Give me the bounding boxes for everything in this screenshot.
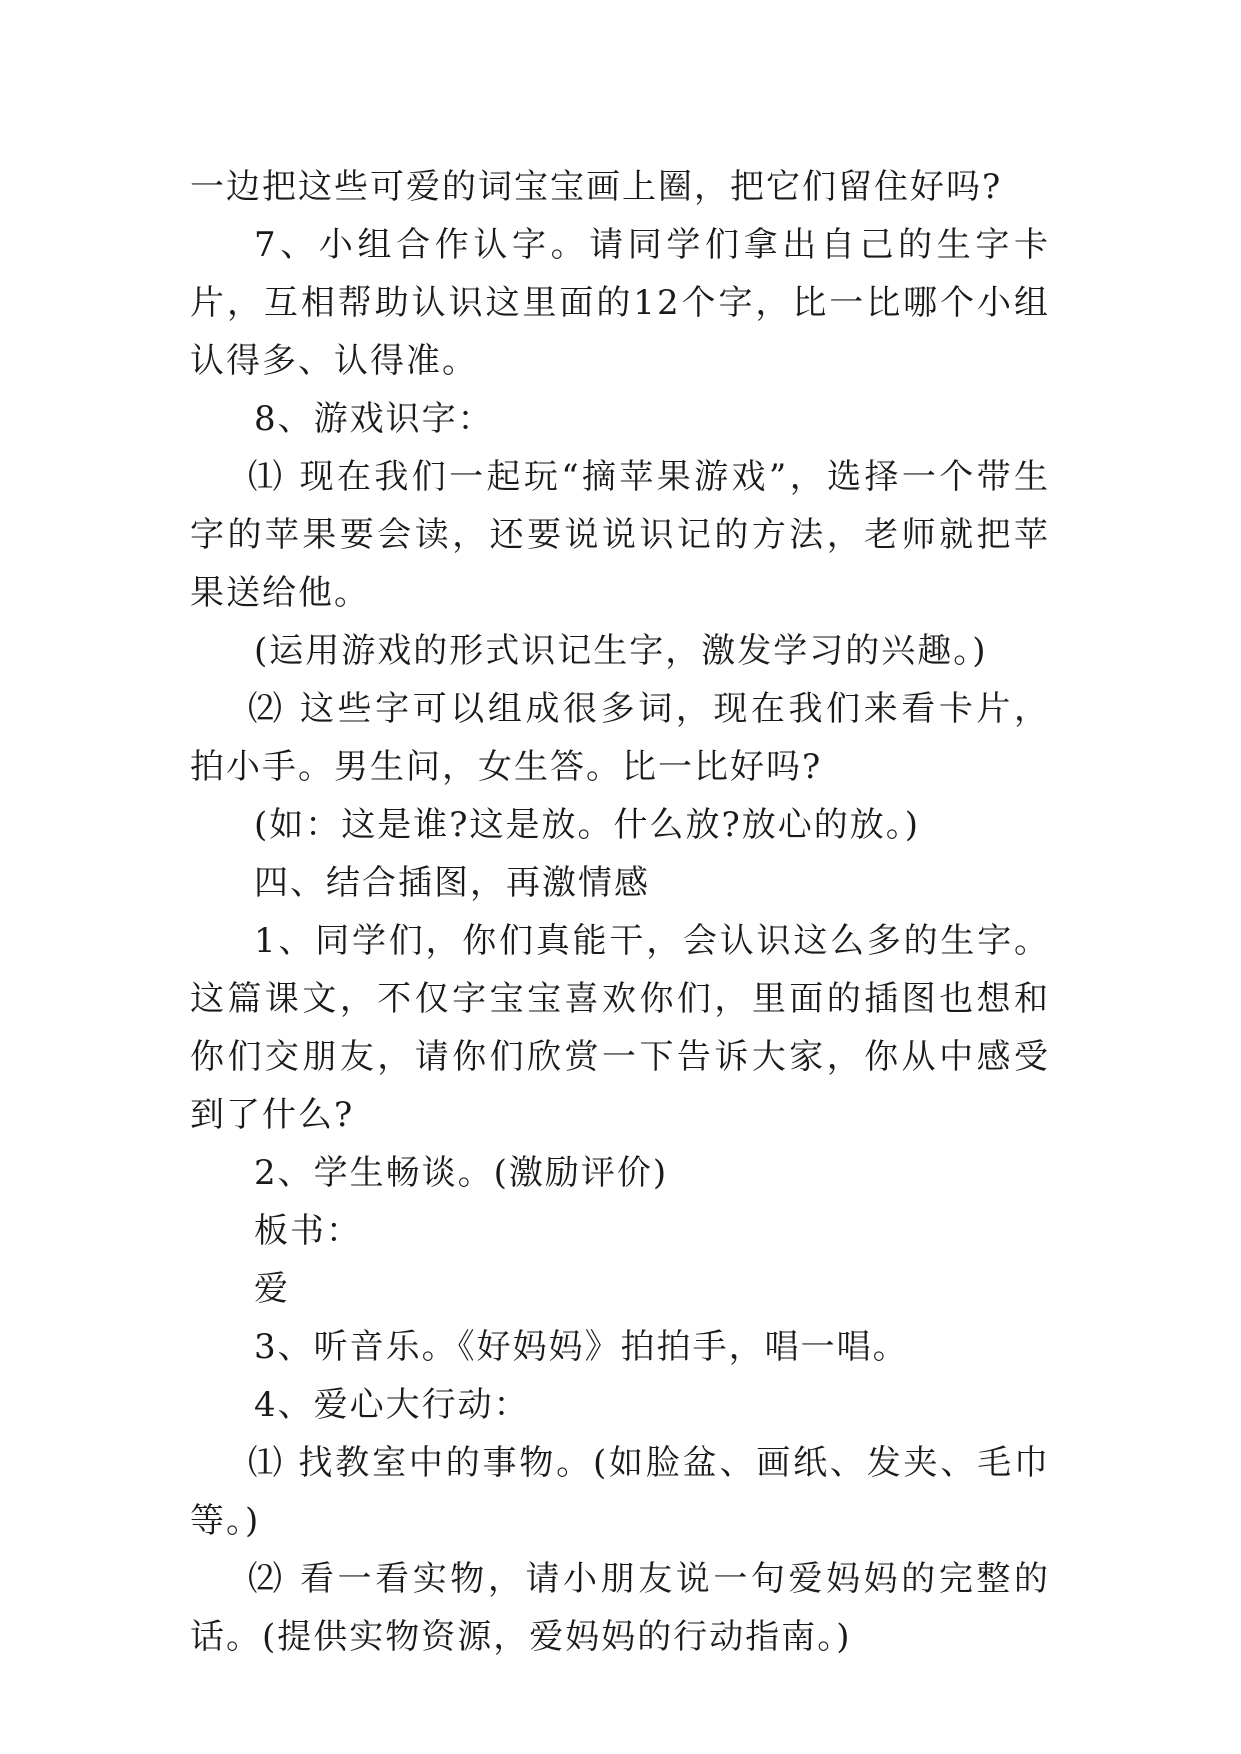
paragraph: 7、小组合作认字。请同学们拿出自己的生字卡片，互相帮助认识这里面的12个字，比一比哪个小组认得多、认得准。 bbox=[190, 225, 1050, 381]
paragraph: 2、学生畅谈。(激励评价) bbox=[254, 1153, 669, 1193]
document-body bbox=[190, 158, 1050, 1666]
paragraph: 3、听音乐。《好妈妈》拍拍手，唱一唱。 bbox=[254, 1327, 909, 1367]
paragraph: (运用游戏的形式识记生字，激发学习的兴趣。) bbox=[254, 631, 988, 671]
paragraph: 爱 bbox=[254, 1269, 290, 1309]
paragraph: ⑴ 现在我们一起玩“摘苹果游戏”，选择一个带生字的苹果要会读，还要说说识记的方法，老师就把苹果送给他。 bbox=[190, 457, 1050, 613]
section-heading: 四、结合插图，再激情感 bbox=[254, 863, 650, 903]
paragraph: (如：这是谁?这是放。什么放?放心的放。) bbox=[254, 805, 920, 845]
paragraph: 1、同学们，你们真能干，会认识这么多的生字。这篇课文，不仅字宝宝喜欢你们，里面的插图也想和你们交朋友，请你们欣赏一下告诉大家，你从中感受到了什么? bbox=[190, 921, 1050, 1135]
paragraph: 8、游戏识字： bbox=[254, 399, 494, 439]
paragraph: ⑵ 看一看实物，请小朋友说一句爱妈妈的完整的话。(提供实物资源，爱妈妈的行动指南。) bbox=[190, 1559, 1050, 1657]
paragraph: 一边把这些可爱的词宝宝画上圈，把它们留住好吗? bbox=[190, 167, 1003, 207]
paragraph: ⑵ 这些字可以组成很多词，现在我们来看卡片，拍小手。男生问，女生答。比一比好吗? bbox=[190, 689, 1050, 787]
paragraph: ⑴ 找教室中的事物。(如脸盆、画纸、发夹、毛巾等。) bbox=[190, 1443, 1050, 1541]
paragraph: 4、爱心大行动： bbox=[254, 1385, 530, 1425]
paragraph: 板书： bbox=[254, 1211, 362, 1251]
